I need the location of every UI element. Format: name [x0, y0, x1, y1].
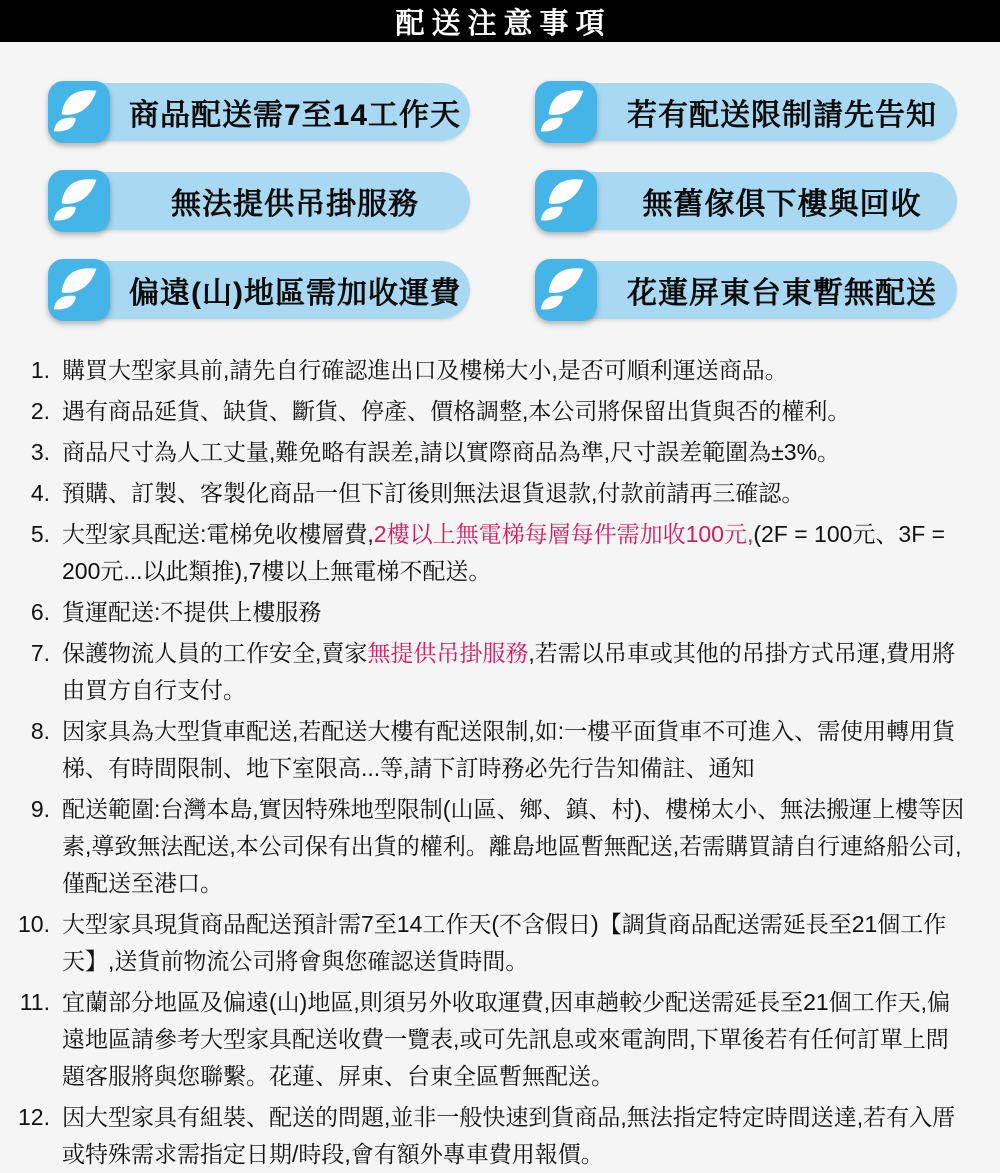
page-title: 配送注意事項 — [395, 7, 612, 40]
leaf-icon — [535, 81, 597, 143]
badge-pill — [563, 261, 957, 319]
badge-pill — [563, 83, 957, 141]
note-segment: 商品尺寸為人工丈量,難免略有誤差,請以實際商品為準,尺寸誤差範圍為±3%。 — [62, 439, 841, 465]
badge-label: 無舊傢俱下樓與回收 — [642, 188, 922, 221]
note-item — [0, 475, 966, 512]
note-text — [62, 989, 950, 1089]
note-number: 11. — [19, 989, 50, 1015]
header-bar — [0, 0, 1000, 42]
badge-label: 商品配送需7至14工作天 — [128, 99, 462, 132]
note-segment: 貨運配送:不提供上樓服務 — [62, 599, 322, 625]
note-item — [0, 713, 966, 787]
note-segment: 因大型家具有組裝、配送的問題,並非一般快速到貨商品,無法指定特定時間送達,若有入厝或特殊需求需指定日期/時段,會有額外專車費用報價。 — [62, 1104, 956, 1167]
note-text — [62, 911, 946, 974]
leaf-icon — [48, 170, 110, 232]
badge-grid — [48, 81, 1000, 321]
note-text — [62, 521, 945, 584]
delivery-badge — [48, 170, 470, 232]
note-item — [0, 1099, 966, 1173]
note-item — [0, 434, 966, 471]
note-text — [62, 357, 788, 383]
badge-pill — [76, 261, 470, 319]
note-item — [0, 516, 966, 590]
note-number: 3. — [30, 439, 50, 465]
leaf-icon — [535, 259, 597, 321]
leaf-icon — [48, 81, 110, 143]
note-item — [0, 352, 966, 389]
note-segment: ,若需以吊車或其他的吊掛方式吊運,費用將由買方自行支付。 — [62, 640, 956, 703]
delivery-badge — [48, 259, 470, 321]
note-number: 7. — [30, 640, 50, 666]
note-item — [0, 984, 966, 1095]
note-text — [62, 1104, 955, 1167]
note-text — [62, 640, 955, 703]
badge-label: 花蓮屏東台東暫無配送 — [627, 277, 937, 310]
note-segment: 購買大型家具前,請先自行確認進出口及樓梯大小,是否可順利運送商品。 — [62, 357, 788, 383]
note-text — [62, 718, 955, 781]
note-highlight: 2樓以上無電梯每層每件需加收100元, — [373, 521, 754, 547]
badge-pill — [76, 172, 470, 230]
note-item — [0, 635, 966, 709]
note-highlight: 無提供吊掛服務 — [367, 640, 529, 666]
note-text — [62, 796, 964, 896]
delivery-badge — [535, 170, 957, 232]
note-number: 4. — [30, 480, 50, 506]
note-item — [0, 906, 966, 980]
badge-label: 偏遠(山)地區需加收運費 — [129, 277, 461, 310]
note-segment: 預購、訂製、客製化商品一但下訂後則無法退貨退款,付款前請再三確認。 — [62, 480, 805, 506]
note-number: 1. — [30, 357, 50, 383]
note-segment: 遇有商品延貨、缺貨、斷貨、停產、價格調整,本公司將保留出貨與否的權利。 — [62, 398, 851, 424]
note-item — [0, 393, 966, 430]
note-segment: 大型家具現貨商品配送預計需7至14工作天(不含假日)【調貨商品配送需延長至21個工作天】,送貨前物流公司將會與您確認送貨時間。 — [62, 911, 947, 974]
note-number: 9. — [30, 796, 50, 822]
note-number: 12. — [18, 1104, 50, 1130]
note-item — [0, 791, 966, 902]
note-segment: 配送範圍:台灣本島,實因特殊地型限制(山區、鄉、鎮、村)、樓梯太小、無法搬運上樓等因素,導致無法配送,本公司保有出貨的權利。離島地區暫無配送,若需購買請自行連絡船公司,僅配送至港口。 — [62, 796, 965, 896]
note-segment: 宜蘭部分地區及偏遠(山)地區,則須另外收取運費,因車趟較少配送需延長至21個工作天,偏遠地區請參考大型家具配送收費一覽表,或可先訊息或來電詢問,下單後若有任何訂單上問題客服將與您聯繫。花蓮、屏東、台東全區暫無配送。 — [62, 989, 951, 1089]
note-text — [62, 480, 804, 506]
note-number: 10. — [18, 911, 50, 937]
note-text — [62, 439, 840, 465]
leaf-icon — [48, 259, 110, 321]
note-segment: 保護物流人員的工作安全,賣家 — [62, 640, 368, 666]
note-item — [0, 594, 966, 631]
badge-label: 無法提供吊掛服務 — [171, 188, 419, 221]
note-segment: 大型家具配送:電梯免收樓層費, — [62, 521, 374, 547]
badge-label: 若有配送限制請先告知 — [627, 99, 937, 132]
leaf-icon — [535, 170, 597, 232]
note-number: 8. — [30, 718, 50, 744]
note-text — [62, 599, 321, 625]
badge-pill — [563, 172, 957, 230]
note-number: 2. — [30, 398, 50, 424]
note-text — [62, 398, 850, 424]
note-number: 5. — [30, 521, 50, 547]
note-segment: (2F = 100元、3F = 200元...以此類推),7樓以上無電梯不配送。 — [62, 521, 946, 584]
notes-list — [0, 352, 1000, 1173]
delivery-badge — [535, 259, 957, 321]
delivery-badge — [48, 81, 470, 143]
delivery-badge — [535, 81, 957, 143]
note-number: 6. — [30, 599, 50, 625]
note-segment: 因家具為大型貨車配送,若配送大樓有配送限制,如:一樓平面貨車不可進入、需使用轉用貨梯、有時間限制、地下室限高...等,請下訂時務必先行告知備註、通知 — [62, 718, 956, 781]
badge-pill — [76, 83, 470, 141]
